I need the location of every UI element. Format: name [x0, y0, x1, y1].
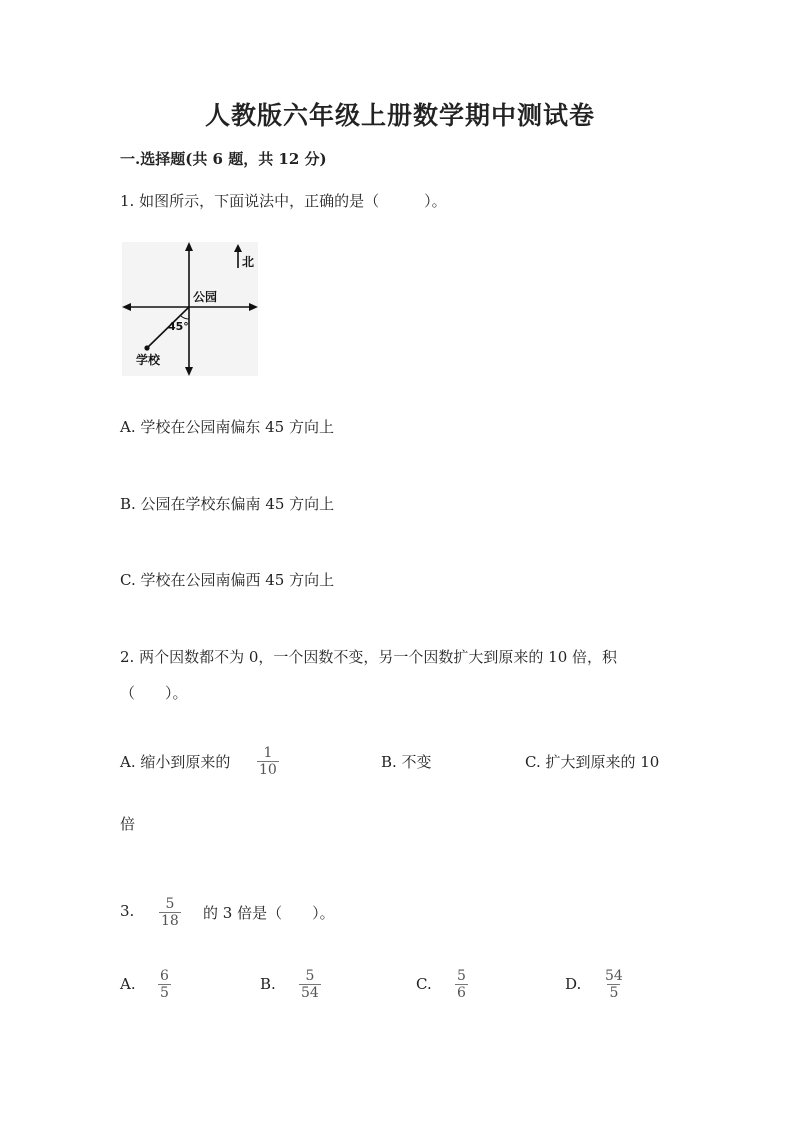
fraction-denominator: 10 — [259, 762, 277, 778]
fraction-denominator: 6 — [457, 985, 466, 1001]
question-3-option-c-fraction — [455, 968, 468, 1001]
fraction-denominator: 5 — [609, 985, 619, 1001]
question-2-stem-line2: （ ）。 — [120, 684, 188, 702]
park-label: 公园 — [193, 290, 218, 304]
north-label: 北 — [242, 255, 255, 269]
fraction-denominator: 5 — [160, 985, 169, 1001]
question-2-option-c-continued: 倍 — [120, 815, 136, 833]
question-2-option-a[interactable]: A. 缩小到原来的 — [120, 753, 231, 771]
fraction-numerator: 5 — [165, 896, 175, 912]
fraction-numerator: 54 — [605, 968, 623, 984]
question-2-option-a-fraction — [257, 745, 279, 778]
page-title: 人教版六年级上册数学期中测试卷 — [204, 101, 595, 130]
fraction-numerator: 1 — [263, 745, 273, 761]
axis-arrow-right — [249, 303, 258, 311]
axis-arrow-left — [122, 303, 131, 311]
fraction-denominator: 54 — [301, 985, 319, 1001]
fraction-numerator: 6 — [160, 968, 169, 984]
fraction-numerator: 5 — [457, 968, 466, 984]
axis-arrow-up — [185, 242, 193, 251]
question-3-option-a-label[interactable]: A. — [120, 975, 136, 993]
question-3-number: 3. — [120, 902, 135, 920]
fraction-denominator: 18 — [161, 913, 179, 929]
question-2-stem-line1: 2. 两个因数都不为 0，一个因数不变，另一个因数扩大到原来的 10 倍，积 — [120, 648, 618, 666]
question-3-option-c-label[interactable]: C. — [416, 975, 432, 993]
axis-arrow-down — [185, 367, 193, 376]
school-label: 学校 — [136, 353, 161, 367]
school-point — [144, 345, 149, 350]
angle-label: 45° — [168, 320, 189, 333]
question-1-stem: 1. 如图所示，下面说法中，正确的是（ ）。 — [120, 192, 447, 210]
question-2-option-c[interactable]: C. 扩大到原来的 10 — [525, 753, 660, 771]
question-3-option-b-fraction — [299, 968, 321, 1001]
question-3-stem: 的 3 倍是（ ）。 — [203, 904, 335, 922]
question-3-option-b-label[interactable]: B. — [260, 975, 276, 993]
question-2-option-b[interactable]: B. 不变 — [381, 753, 432, 771]
question-1-option-a[interactable]: A. 学校在公园南偏东 45 方向上 — [120, 418, 334, 436]
question-1-option-b[interactable]: B. 公园在学校东偏南 45 方向上 — [120, 495, 335, 513]
angle-arc — [181, 316, 189, 319]
fraction-numerator: 5 — [305, 968, 315, 984]
question-3-option-d-label[interactable]: D. — [565, 975, 582, 993]
north-arrow-head — [234, 244, 242, 252]
question-1-option-c[interactable]: C. 学校在公园南偏西 45 方向上 — [120, 571, 335, 589]
direction-figure — [122, 242, 258, 376]
question-3-option-d-fraction — [603, 968, 625, 1001]
direction-diagram — [122, 242, 258, 376]
section-heading: 一.选择题(共 6 题，共 12 分) — [120, 150, 327, 168]
question-3-option-a-fraction — [158, 968, 171, 1001]
question-3-fraction — [159, 896, 181, 929]
